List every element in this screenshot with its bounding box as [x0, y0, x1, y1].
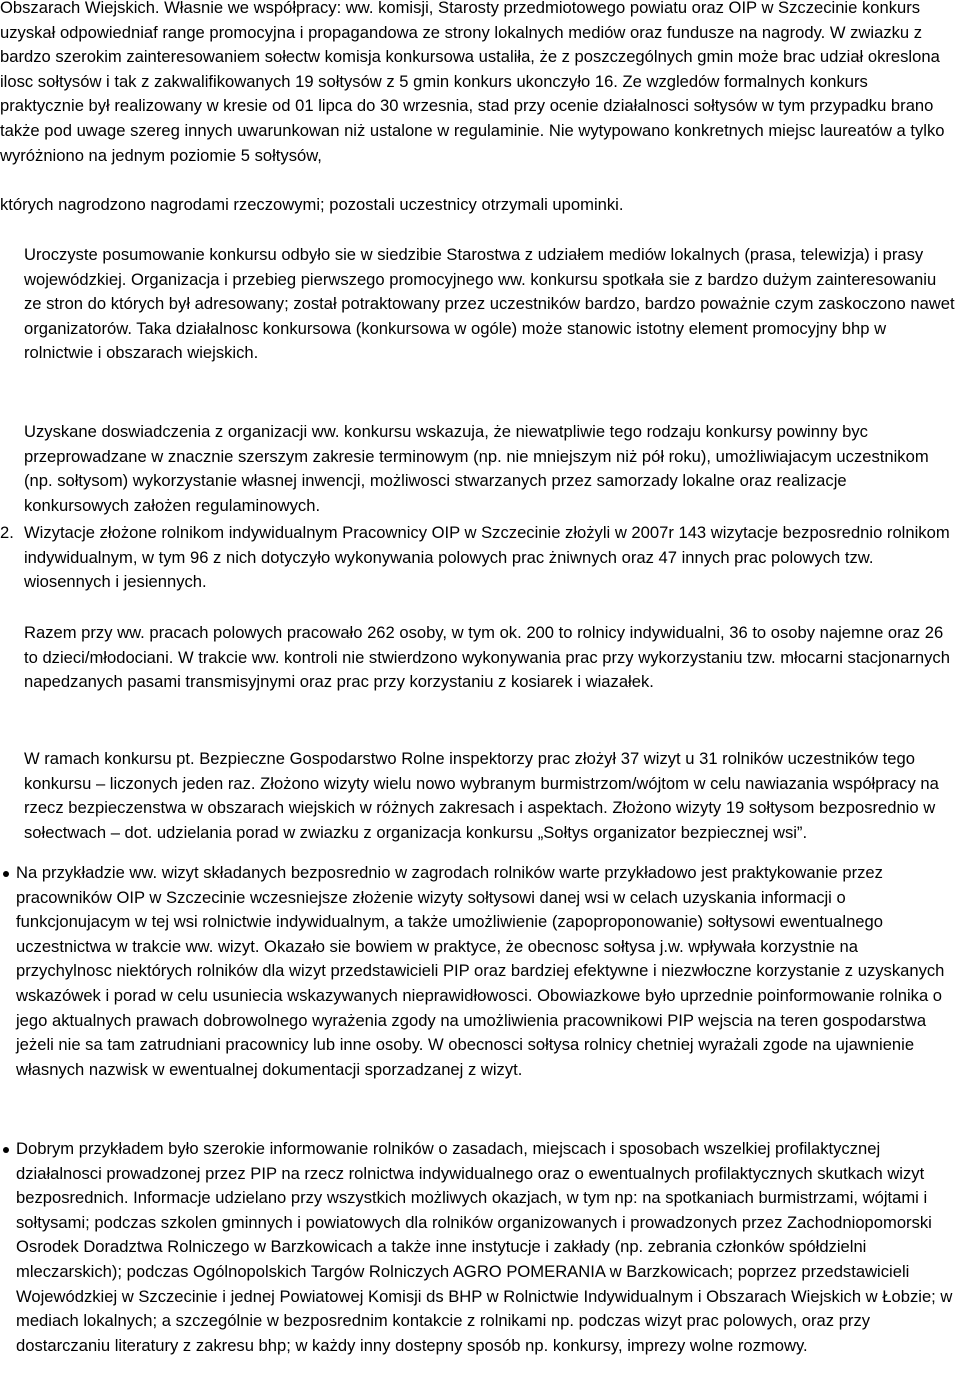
paragraph-safe-farm-contest: W ramach konkursu pt. Bezpieczne Gospodarstwo Rolne inspektorzy prac złożył 37 wizyt u 31 rolników uczestników tego konkursu – liczonych jeden raz. Złożono wizyty wielu nowo wybranym burmistrzom/wójtom w celu nawiazania współpracy na rzecz bezpieczenstwa w obszarach wiejskich w różnych zakresach i aspektach. Złożono wizyty 19 sołtysom bezposrednio w sołectwach – dot. udzielania porad w zwiazku z organizacja konkursu „Sołtys organizator bezpiecznej wsi”.	[24, 749, 939, 842]
paragraph-contest-promotion: Obszarach Wiejskich. Własnie we współpracy: ww. komisji, Starosty przedmiotowego powiatu oraz OIP w Szczecinie konkurs uzyskał odpowiedniaf range promocyjna i propagandowa ze strony lokalnych mediów oraz fundusze na nagrody. W zwiazku z bardzo szerokim zainteresowaniem sołectw komisja konkursowa ustaliła, że z poszczególnych gmin może brac udział okreslona ilosc sołtysów i tak z zakwalifikowanych 19 sołtysów z 5 gmin konkurs ukonczyło 16. Ze wzgledów formalnych konkurs praktycznie był realizowany w kresie od 01 lipca do 30 wrzesnia, stad przy ocenie działalnosci sołtysów w tym przypadku brano także pod uwage szereg innych uwarunkowan niż ustalone w regulaminie. Nie wytypowano konkretnych miejsc laureatów a tylko wyróżniono na jednym poziomie 5 sołtysów,	[0, 0, 945, 165]
bullet-dot-icon	[0, 1137, 10, 1162]
paragraph-field-work: Razem przy ww. pracach polowych pracowało 262 osoby, w tym ok. 200 to rolnicy indywidualni, 36 to osoby najemne oraz 26 to dzieci/młodociani. W trakcie ww. kontroli nie stwierdzono wykonywania prac przy wykorzystaniu tzw. młocarni stacjonarnych napedzanych pasami transmisyjnymi oraz prac przy korzystaniu z kosiarek i wiazałek.	[24, 623, 950, 692]
item-number: 2.	[0, 523, 14, 542]
bullet-text: Na przykładzie ww. wizyt składanych bezposrednio w zagrodach rolników warte przykładowo jest praktykowanie przez pracowników OIP w Szczecinie wczesniejsze złożenie wizyty sołtysowi danej wsi w celach uzyskania informacji o funkcjonujacym w tej wsi rolnictwie indywidualnym, a także umożliwienie (zapoproponowanie) sołtysowi ewentualnego uczestnictwa w trakcie ww. wizyt. Okazało sie bowiem w praktyce, że obecnosc sołtysa j.w. wpływała korzystnie na przychylnosc niektórych rolników dla wizyt przedstawicieli PIP oraz bardziej efektywne i niezwłoczne korzystanie z uzyskanych wskazówek i porad w celu usuniecia wskazywanych nieprawidłowosci. Obowiazkowe było uprzednie poinformowanie rolnika o jego aktualnych prawach dobrowolnego wyrażenia zgody na umożliwienia pracownikowi PIP wejscia na teren gospodarstwa jeżeli nie sa tam zatrudniani pracownicy lub inne osoby. W obecnosci sołtysa rolnicy chetniej wyrażali zgode na ujawnienie własnych nazwisk w ewentualnej dokumentacji sporzadzanej z wizyt.	[16, 863, 945, 1079]
paragraph-summary-ceremony: Uroczyste posumowanie konkursu odbyło sie w siedzibie Starostwa z udziałem mediów lokalnych (prasa, telewizja) i prasy wojewódzkiej. Organizacja i przebieg pierwszego promocyjnego ww. konkursu spotkała sie z bardzo dużym zainteresowaniu ze stron do których był adresowany; został potraktowany przez uczestników bardzo, bardzo poważnie czym zaskoczono nawet organizatorów. Taka działalnosc konkursowa (konkursowa w ogóle) może stanowic istotny element promocyjny bhp w rolnictwie i obszarach wiejskich.	[24, 245, 955, 363]
paragraph-awards: których nagrodzono nagrodami rzeczowymi; pozostali uczestnicy otrzymali upominki.	[0, 195, 624, 214]
bullet-dot-icon	[0, 861, 10, 886]
paragraph-experience: Uzyskane doswiadczenia z organizacji ww. konkursu wskazuja, że niewatpliwie tego rodzaju konkursy powinny byc przeprowadzane w znacznie szerszym zakresie terminowym (np. nie mniejszym niż pół roku), umożliwiajacym uczestnikom (np. sołtysom) wykorzystanie własnej inwencji, możliwosci stwarzanych przez samorzady lokalne oraz realizacje konkursowych założen regulaminowych.	[24, 422, 929, 515]
paragraph-inspections: Wizytacje złożone rolnikom indywidualnym Pracownicy OIP w Szczecinie złożyli w 2007r 143 wizytacje bezposrednio rolnikom indywidualnym, w tym 96 z nich dotyczyło wykonywania polowych prac żniwnych oraz 47 innych prac polowych tzw. wiosennych i jesiennych.	[24, 523, 950, 592]
bullet-text: Dobrym przykładem było szerokie informowanie rolników o zasadach, miejscach i sposobach wszelkiej profilaktycznej działalnosci prowadzonej przez PIP na rzecz rolnictwa indywidualnego oraz o ewentualnych profilaktycznych skutkach wizyt bezposrednich. Informacje udzielano przy wszystkich możliwych okazjach, w tym np: na spotkaniach burmistrzami, wójtami i sołtysami; podczas szkolen gminnych i powiatowych dla rolników organizowanych i prowadzonych przez Zachodniopomorski Osrodek Doradztwa Rolniczego w Barzkowicach a także inne instytucje i zakłady (np. zebrania członków spółdzielni mleczarskich); podczas Ogólnopolskich Targów Rolniczych AGRO POMERANIA w Barzkowicach; poprzez przedstawicieli Wojewódzkiej w Szczecinie i jednej Powiatowej Komisji ds BHP w Rolnictwie Indywidualnym i Obszarach Wiejskich w Łobzie; w mediach lokalnych; a szczególnie w bezposrednim kontakcie z rolnikami np. podczas wizyt prac polowych, oraz przy dostarczaniu literatury z zakresu bhp; w każdy inny dostepny sposób np. konkursy, imprezy wolne rozmowy.	[16, 1139, 953, 1355]
